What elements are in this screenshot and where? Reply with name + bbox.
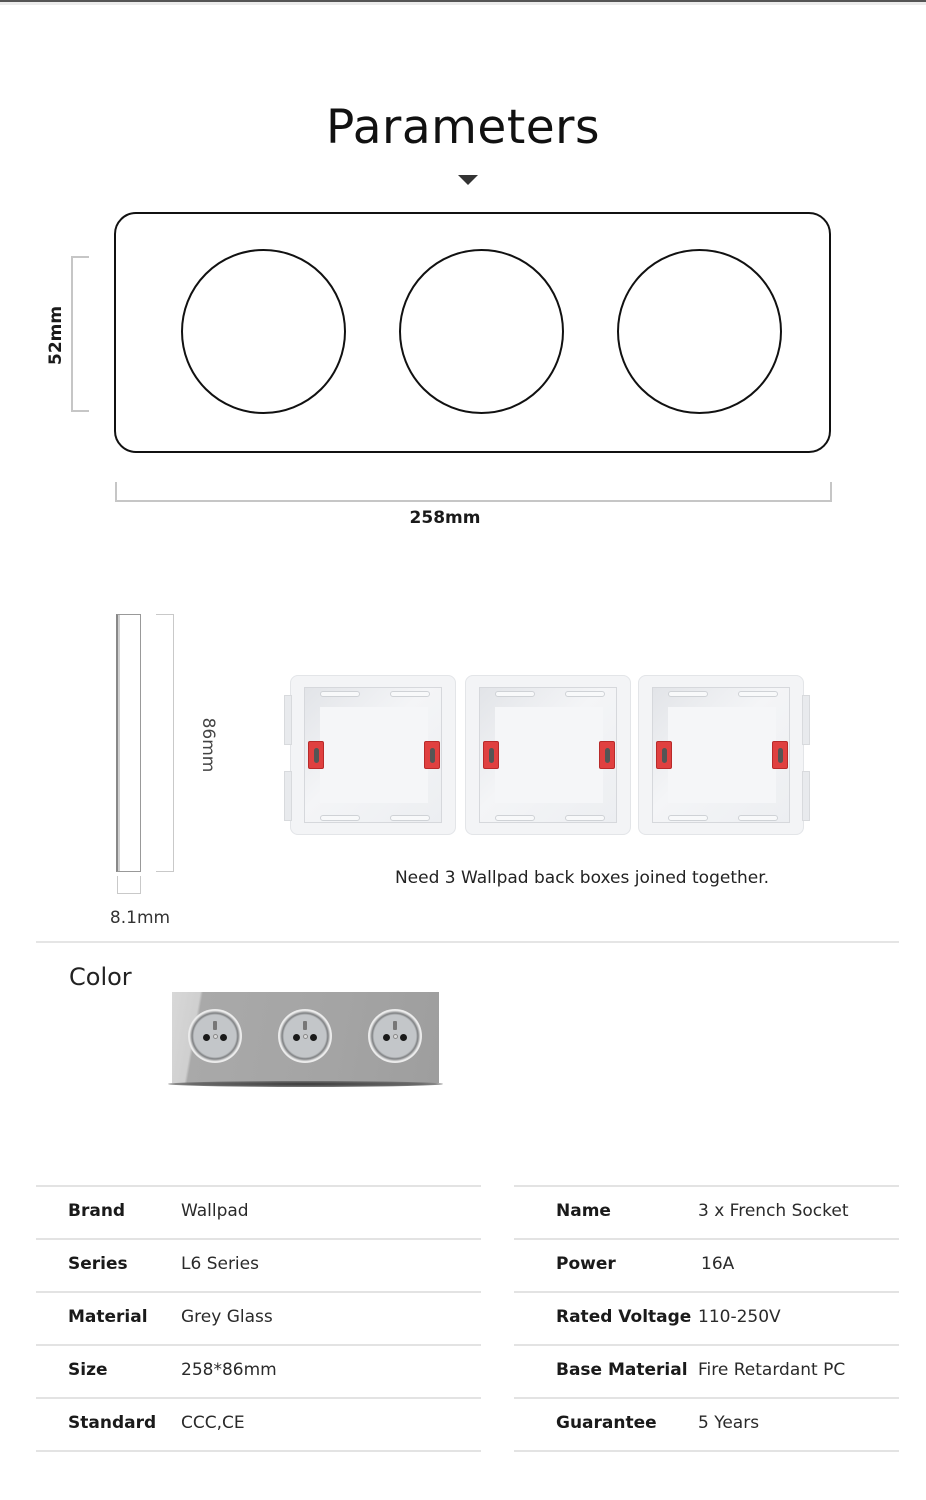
screw-tab-icon [656,741,672,769]
depth-label: 8.1mm [109,908,171,928]
page-title-text: Parameters [325,100,600,155]
spec-key: Size [68,1360,108,1380]
spec-key: Brand [68,1201,126,1221]
spec-value: Wallpad [181,1201,249,1221]
spec-table-right [514,1185,899,1452]
spec-key: Base Material [556,1360,688,1380]
spec-value: 3 x French Socket [698,1201,849,1221]
spec-value: 5 Years [698,1413,760,1433]
back-box-3 [638,675,804,835]
spec-row-name [514,1185,899,1238]
spec-value: 110-250V [698,1307,781,1327]
spec-row-power [514,1238,899,1291]
french-socket-icon [188,1009,242,1063]
socket-outline-2 [399,249,564,414]
back-box-2 [465,675,631,835]
width-dimension-label: 258mm [409,508,481,528]
spec-key: Standard [68,1413,157,1433]
spec-row-rated-voltage [514,1291,899,1344]
socket-outline-1 [181,249,346,414]
spec-value: Fire Retardant PC [698,1360,846,1380]
screw-tab-icon [772,741,788,769]
spec-row-guarantee [514,1397,899,1452]
spec-row-base-material [514,1344,899,1397]
french-socket-icon [368,1009,422,1063]
page-title [0,100,926,155]
side-height-bracket [156,614,174,872]
side-height-label: 86mm [198,717,218,773]
triangle-down-icon [458,175,478,185]
width-dimension-bracket [115,482,832,502]
side-profile-edge [118,615,120,871]
back-boxes-image [288,673,808,838]
depth-bracket [117,876,141,894]
spec-key: Power [556,1254,616,1274]
spec-value: CCC,CE [181,1413,245,1433]
screw-tab-icon [599,741,615,769]
spec-row-size [36,1344,481,1397]
color-section-label: Color [69,963,132,991]
height-dimension-bracket [71,256,89,412]
spec-key: Name [556,1201,611,1221]
spec-value: L6 Series [181,1254,259,1274]
spec-row-standard [36,1397,481,1452]
screw-tab-icon [424,741,440,769]
french-socket-icon [278,1009,332,1063]
spec-value: Grey Glass [181,1307,273,1327]
spec-key: Series [68,1254,128,1274]
top-border-shade [0,2,926,5]
back-box-1 [290,675,456,835]
height-dimension-label: 52mm [46,305,66,365]
socket-outline-3 [617,249,782,414]
spec-value: 16A [701,1254,735,1274]
panel-shadow [168,1081,443,1087]
back-box-note: Need 3 Wallpad back boxes joined together. [394,868,770,888]
spec-value: 258*86mm [181,1360,277,1380]
spec-key: Guarantee [556,1413,657,1433]
screw-tab-icon [483,741,499,769]
section-divider [36,941,899,943]
spec-key: Material [68,1307,148,1327]
spec-row-series [36,1238,481,1291]
screw-tab-icon [308,741,324,769]
spec-table-left [36,1185,481,1452]
grey-glass-panel-swatch [172,992,439,1083]
spec-row-material [36,1291,481,1344]
spec-row-brand [36,1185,481,1238]
spec-key: Rated Voltage [556,1307,692,1327]
